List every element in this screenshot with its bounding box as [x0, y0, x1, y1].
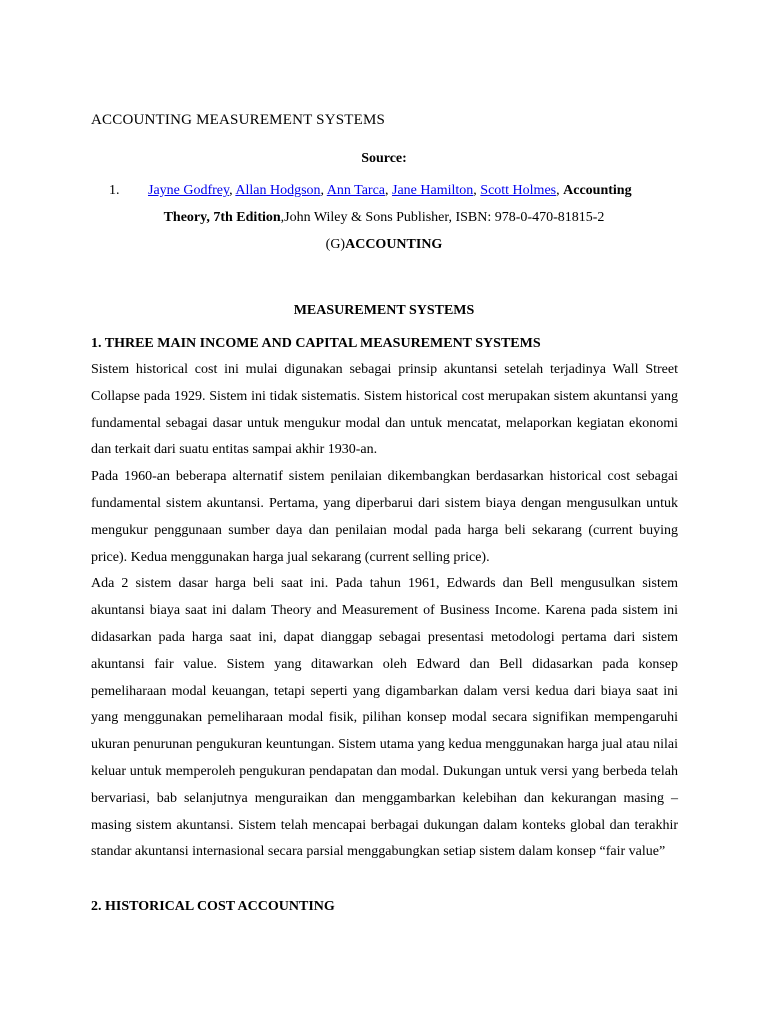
paragraph: Ada 2 sistem dasar harga beli saat ini. Pada tahun 1961, Edwards dan Bell mengusulkan sistem akuntansi biaya saat ini dalam Theory and Measurement of Business Income. Karena pada sistem ini didasarkan pada harga saat ini, dapat dianggap sebagai presentasi metodologi pertama dari sistem akuntansi fair value. Sistem yang ditawarkan oleh Edward dan Bell didasarkan pada konsep pemeliharaan modal keuangan, tetapi seperti yang digambarkan dalam versi kedua dari biaya saat ini yang menggunakan pemeliharaan modal fisik, pilihan konsep modal secara signifikan mempengaruhi ukuran penurunan pengukuran keuntungan. Sistem utama yang kedua menggunakan harga jual atau nilai keluar untuk memperoleh pengukuran pendapatan dan modal. Dukungan untuk versi yang berbeda telah bervariasi, bab selanjutnya menguraikan dan menggambarkan kelebihan dan kekurangan masing – masing sistem akuntansi. Sistem telah mencapai berbagai dukungan dalam konteks global dan terakhir standar akuntansi internasional secara parsial menggabungkan setiap sistem dalam konsep “fair value”	[91, 576, 678, 860]
author-link-tarca[interactable]: Ann Tarca	[326, 183, 386, 198]
category-prefix: (G)	[325, 237, 346, 252]
reference-line-1: 1. Jayne Godfrey, Allan Hodgson, Ann Tarca, Jane Hamilton, Scott Holmes, Accounting	[109, 183, 632, 198]
document-title: ACCOUNTING MEASUREMENT SYSTEMS	[91, 112, 386, 128]
category-label: ACCOUNTING	[345, 237, 443, 252]
author-link-hodgson[interactable]: Allan Hodgson	[235, 183, 321, 198]
category-line	[0, 237, 768, 253]
author-link-holmes[interactable]: Scott Holmes	[480, 183, 557, 198]
book-title-part1: Accounting	[563, 183, 632, 198]
source-label: Source:	[361, 151, 407, 166]
paragraph: Pada 1960-an beberapa alternatif sistem penilaian dikembangkan berdasarkan historical cost sebagai fundamental sistem akuntansi. Pertama, yang diperbarui dari sistem biaya dengan mengusulkan untuk mengukur penggunaan sumber daya dan penilaian modal pada harga beli sekarang (current buying price). Kedua menggunakan harga jual sekarang (current selling price).	[91, 469, 678, 565]
reference-number: 1.	[109, 183, 120, 198]
author-link-godfrey[interactable]: Jayne Godfrey	[148, 183, 230, 198]
section-title: MEASUREMENT SYSTEMS	[293, 303, 475, 318]
book-title-part2: Theory, 7th Edition	[163, 210, 281, 225]
reference-line-2	[0, 210, 768, 226]
publisher-info: ,John Wiley & Sons Publisher, ISBN: 978-0-470-81815-2	[280, 210, 605, 225]
body-text	[91, 357, 678, 866]
heading-three-main-systems: 1. THREE MAIN INCOME AND CAPITAL MEASUREMENT SYSTEMS	[91, 336, 541, 351]
paragraph: Sistem historical cost ini mulai digunakan sebagai prinsip akuntansi setelah terjadinya Wall Street Collapse pada 1929. Sistem ini tidak sistematis. Sistem historical cost merupakan sistem akuntansi yang fundamental sebagai dasar untuk mengukur modal dan untuk mencatat, melaporkan kegiatan ekonomi dan terkait dari suatu entitas sampai akhir 1930-an.	[91, 362, 678, 458]
heading-historical-cost: 2. HISTORICAL COST ACCOUNTING	[91, 899, 335, 914]
author-link-hamilton[interactable]: Jane Hamilton	[392, 183, 474, 198]
